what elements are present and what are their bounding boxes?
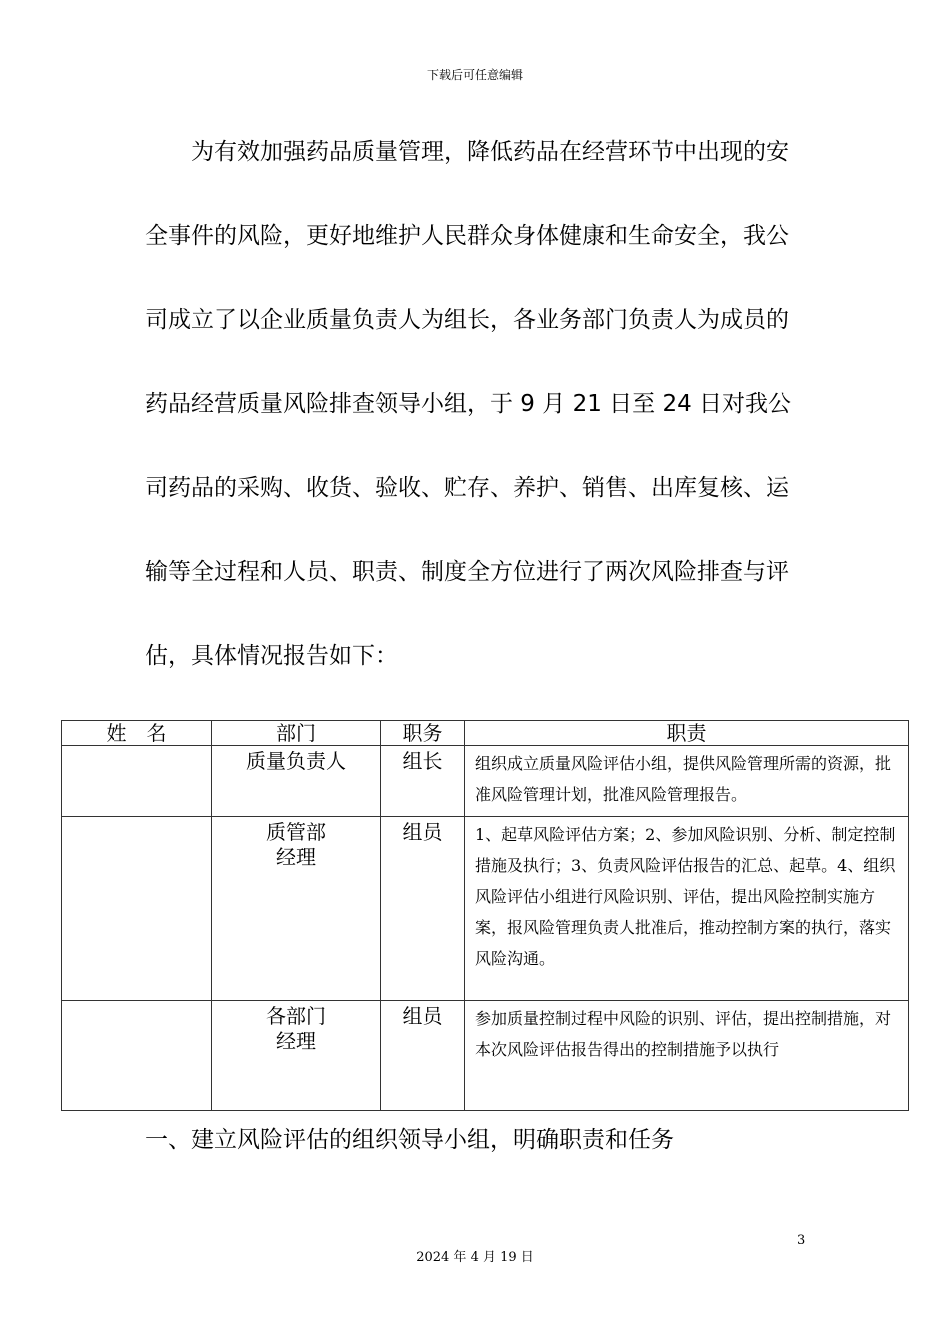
table-row [62, 817, 909, 1001]
page-header: 下载后可任意编辑 [426, 68, 523, 82]
responsibility-table [61, 720, 909, 1111]
cell-name [62, 817, 212, 1001]
department-line: 经理 [276, 845, 316, 869]
cell-duty: 1、起草风险评估方案；2、参加风险识别、分析、制定控制措施及执行；3、负责风险评估报告的汇总、起草。4、组织风险评估小组进行风险识别、评估，提出风险控制实施方案，报风险管理负责人批准后，推动控制方案的执行，落实风险沟通。 [465, 817, 909, 1001]
cell-name [62, 1001, 212, 1111]
cell-role: 组长 [381, 746, 465, 817]
cell-department [212, 1001, 381, 1111]
page-number: 3 [797, 1233, 806, 1248]
header-name: 姓 名 [62, 721, 212, 746]
table-row [62, 746, 909, 817]
department-line: 各部门 [266, 1004, 326, 1028]
header-department: 部门 [212, 721, 381, 746]
header-duty: 职责 [465, 721, 909, 746]
cell-role: 组员 [381, 817, 465, 1001]
intro-section [145, 110, 810, 698]
cell-duty: 组织成立质量风险评估小组，提供风险管理所需的资源，批准风险管理计划，批准风险管理报告。 [465, 746, 909, 817]
footer-date: 2024 年 4 月 19 日 [416, 1250, 534, 1265]
table-row [62, 1001, 909, 1111]
header-role: 职务 [381, 721, 465, 746]
cell-role: 组员 [381, 1001, 465, 1111]
cell-department [212, 746, 381, 817]
department-line: 经理 [276, 1029, 316, 1053]
cell-duty: 参加质量控制过程中风险的识别、评估，提出控制措施，对本次风险评估报告得出的控制措施予以执行 [465, 1001, 909, 1111]
cell-name [62, 746, 212, 817]
department-line: 质管部 [266, 820, 326, 844]
intro-paragraph: 为有效加强药品质量管理，降低药品在经营环节中出现的安全事件的风险，更好地维护人民群众身体健康和生命安全，我公司成立了以企业质量负责人为组长，各业务部门负责人为成员的药品经营质量风险排查领导小组，于 9 月 21 日至 24 日对我公司药品的采购、收货、验收、贮存、养护、销售、出库复核、运输等全过程和人员、职责、制度全方位进行了两次风险排查与评估，具体情况报告如下： [145, 139, 792, 669]
department-line: 质量负责人 [246, 749, 346, 773]
table-header-row [62, 721, 909, 746]
section-heading: 一、建立风险评估的组织领导小组，明确职责和任务 [145, 1127, 674, 1153]
cell-department [212, 817, 381, 1001]
